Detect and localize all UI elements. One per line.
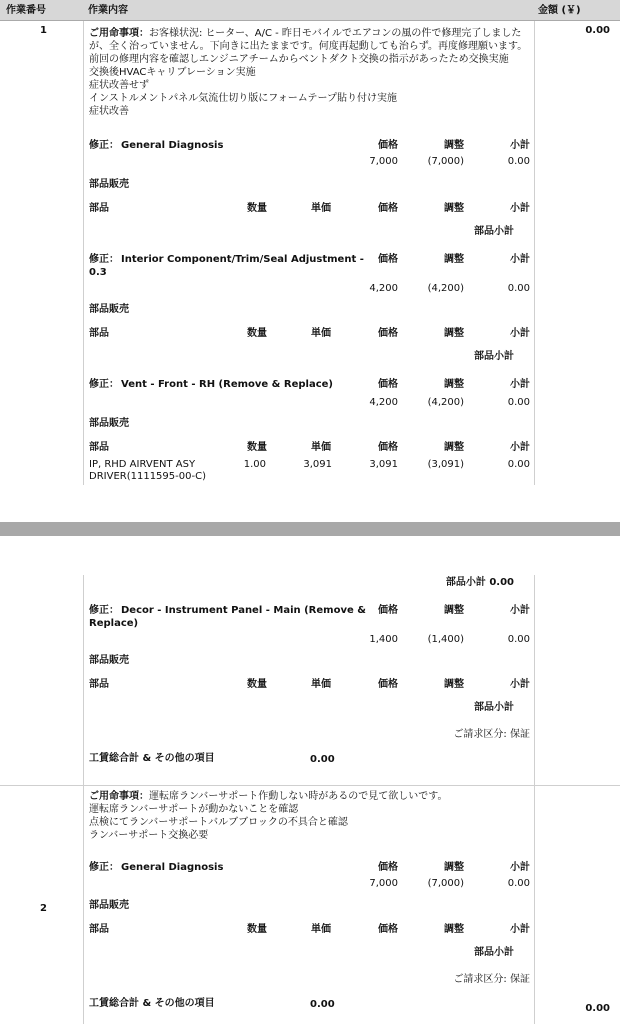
note-line: 交換後HVACキャリブレーション実施 [89,67,256,78]
job-divider [0,785,620,786]
subtotal-header: 小計 [510,605,530,616]
customer-note-label: ご用命事項： [89,791,149,802]
repair-adjust: (1,400) [427,634,464,645]
parts-sales-label: 部品販売 [89,655,129,666]
subtotal-header: 小計 [510,379,530,390]
part-unit-price: 3,091 [303,459,332,470]
billing-category: ご請求区分: 保証 [453,729,530,740]
labor-total-label: 工賃総合計 & その他の項目 [89,998,215,1009]
qty-header: 数量 [247,924,267,935]
repair-name-cont: 0.3 [89,267,107,278]
adjust-header: 調整 [444,679,464,690]
part-qty: 1.00 [243,459,266,470]
customer-note-label: ご用命事項： [89,28,149,39]
price-header: 価格 [378,140,398,151]
header-amount: 金額 (￥) [538,5,581,16]
repair-name: Vent - Front - RH (Remove & Replace) [121,379,333,390]
parts-sales-label: 部品販売 [89,418,129,429]
adjust-header: 調整 [444,203,464,214]
price-header: 価格 [378,379,398,390]
job-number: 2 [40,903,47,914]
job-number: 1 [40,25,47,36]
repair-name-cont: Replace) [89,618,139,629]
repair-label: 修正： [89,862,119,873]
repair-price: 7,000 [369,878,398,889]
repair-name: General Diagnosis [121,862,224,873]
parts-subtotal-label: 部品小計 [474,226,514,237]
repair-label: 修正： [89,605,119,616]
job-amount: 0.00 [585,1003,610,1014]
price-header: 価格 [378,679,398,690]
subtotal-header: 小計 [510,862,530,873]
parts-subtotal-label: 部品小計 [474,702,514,713]
adjust-header: 調整 [444,379,464,390]
parts-sales-label: 部品販売 [89,304,129,315]
parts-sales-label: 部品販売 [89,179,129,190]
repair-name: Decor - Instrument Panel - Main (Remove & [121,605,366,616]
repair-subtotal: 0.00 [507,156,530,167]
unit-price-header: 単価 [311,203,331,214]
unit-price-header: 単価 [311,442,331,453]
repair-subtotal: 0.00 [507,397,530,408]
labor-total-value: 0.00 [310,999,335,1010]
qty-header: 数量 [247,442,267,453]
adjust-header: 調整 [444,254,464,265]
part-name-cont: DRIVER(1111595-00-C) [89,471,206,482]
subtotal-header: 小計 [510,328,530,339]
column-divider [534,575,535,1024]
parts-subtotal-label: 部品小計 [474,947,514,958]
qty-header: 数量 [247,679,267,690]
repair-adjust: (7,000) [427,156,464,167]
part-header: 部品 [89,924,109,935]
repair-price: 7,000 [369,156,398,167]
adjust-header: 調整 [444,862,464,873]
subtotal-header: 小計 [510,203,530,214]
note-line: が、全く治っていません。下向きに出たままです。何度再起動しても治らず。再度修理願います。 [89,41,528,52]
part-name: IP, RHD AIRVENT ASY [89,459,196,470]
note-line: 症状改善せず [89,80,149,91]
subtotal-header: 小計 [510,442,530,453]
repair-adjust: (4,200) [427,283,464,294]
unit-price-header: 単価 [311,328,331,339]
page-separator [0,522,620,536]
adjust-header: 調整 [444,328,464,339]
price-header: 価格 [378,442,398,453]
adjust-header: 調整 [444,442,464,453]
billing-category: ご請求区分: 保証 [453,974,530,985]
unit-price-header: 単価 [311,679,331,690]
repair-adjust: (4,200) [427,397,464,408]
adjust-header: 調整 [444,605,464,616]
header-job-content: 作業内容 [88,5,128,16]
table-header [0,0,620,21]
note-line: ランバーサポート交換必要 [89,830,209,841]
adjust-header: 調整 [444,924,464,935]
price-header: 価格 [378,924,398,935]
part-header: 部品 [89,442,109,453]
note-line: 運転席ランバーサポートが動かないことを確認 [89,804,299,815]
part-adjust: (3,091) [427,459,464,470]
parts-sales-label: 部品販売 [89,900,129,911]
parts-subtotal-total: 部品小計 0.00 [445,577,514,588]
job-amount: 0.00 [585,25,610,36]
part-subtotal: 0.00 [507,459,530,470]
header-job-no: 作業番号 [6,5,46,16]
column-divider [534,21,535,485]
customer-note-text: お客様状況: ヒーター、A/C - 昨日モバイルでエアコンの風の件で修理完了しました [149,28,522,39]
repair-name: Interior Component/Trim/Seal Adjustment - [121,254,364,265]
repair-subtotal: 0.00 [507,878,530,889]
repair-adjust: (7,000) [427,878,464,889]
repair-price: 4,200 [369,283,398,294]
price-header: 価格 [378,605,398,616]
price-header: 価格 [378,254,398,265]
labor-total-value: 0.00 [310,754,335,765]
repair-price: 4,200 [369,397,398,408]
repair-price: 1,400 [369,634,398,645]
part-header: 部品 [89,679,109,690]
customer-note-text: 運転席ランバーサポート作動しない時があるので見て欲しいです。 [149,791,448,802]
qty-header: 数量 [247,328,267,339]
price-header: 価格 [378,203,398,214]
subtotal-header: 小計 [510,679,530,690]
repair-subtotal: 0.00 [507,283,530,294]
price-header: 価格 [378,328,398,339]
column-divider [83,575,84,1024]
column-divider [83,21,84,485]
unit-price-header: 単価 [311,924,331,935]
repair-name: General Diagnosis [121,140,224,151]
adjust-header: 調整 [444,140,464,151]
qty-header: 数量 [247,203,267,214]
subtotal-header: 小計 [510,254,530,265]
repair-label: 修正： [89,379,119,390]
repair-label: 修正： [89,140,119,151]
repair-label: 修正： [89,254,119,265]
parts-subtotal-label: 部品小計 [474,351,514,362]
subtotal-header: 小計 [510,924,530,935]
part-price: 3,091 [369,459,398,470]
labor-total-label: 工賃総合計 & その他の項目 [89,753,215,764]
customer-note [89,27,529,118]
note-line: 点検にてランバーサポートバルブブロックの不具合と確認 [89,817,348,828]
note-line: インストルメントパネル気流仕切り版にフォームテープ貼り付け実施 [89,93,397,104]
part-header: 部品 [89,328,109,339]
subtotal-header: 小計 [510,140,530,151]
customer-note [89,790,529,842]
repair-subtotal: 0.00 [507,634,530,645]
note-line: 症状改善 [89,106,129,117]
note-line: 前回の修理内容を確認しエンジニアチームからベントダクト交換の指示があったため交換実施 [89,54,509,65]
price-header: 価格 [378,862,398,873]
part-header: 部品 [89,203,109,214]
